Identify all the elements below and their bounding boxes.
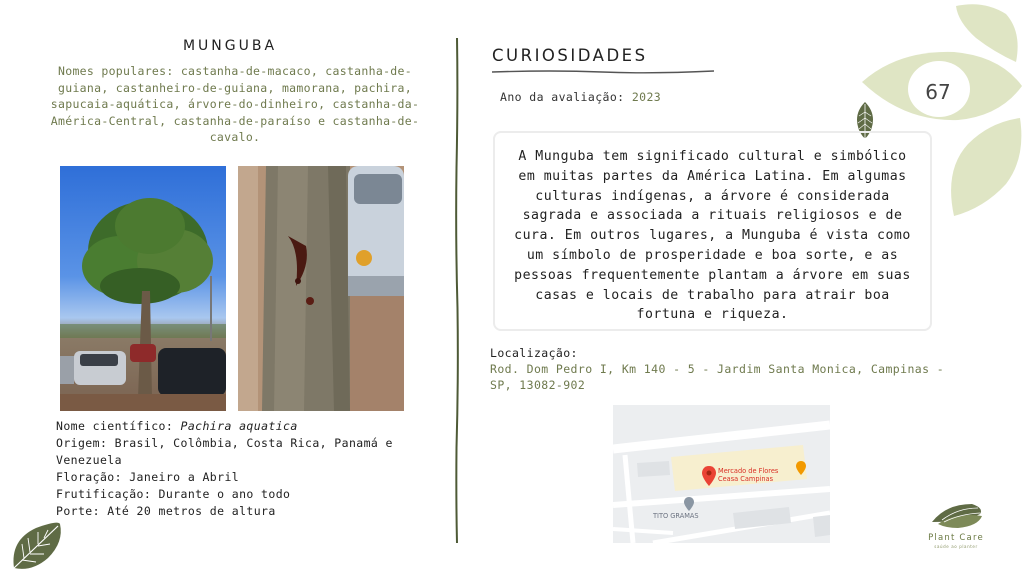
curiosities-title: CURIOSIDADES (492, 46, 648, 65)
flowering: Floração: Janeiro a Abril (56, 470, 240, 484)
plant-title: MUNGUBA (182, 38, 278, 54)
map-place-label: TITO GRAMAS (653, 512, 699, 520)
year-value: 2023 (631, 90, 662, 104)
tree-photo (60, 166, 226, 411)
scientific-name-row (56, 418, 426, 435)
popular-names: Nomes populares: castanha-de-macaco, castanha-de-guiana, castanheiro-de-guiana, mamorana, pachira, sapucaia-aquática, árvore-do-dinheiro, castanha-da-América-Central, castanha-de-paraíso e castanha-de-cavalo. (50, 64, 420, 144)
location-address: Rod. Dom Pedro I, Km 140 - 5 - Jardim Santa Monica, Campinas - SP, 13082-902 (490, 362, 945, 392)
location-label: Localização: (490, 346, 578, 360)
logo-name: Plant Care (928, 533, 984, 543)
plant-care-logo-icon (928, 500, 984, 532)
curiosity-text: A Munguba tem significado cultural e simbólico em muitas partes da América Latina. Em algumas culturas indígenas, a árvore é considerada sagrada e associada a rituais religiosos e de cura. Em outros lugares, a Munguba é vista como um símbolo de prosperidade e boa sorte, e as pessoas frequentemente plantam a árvore em suas casas e locais de trabalho para atrair boa fortuna e riqueza. (514, 149, 911, 323)
page-number: 67 (925, 80, 951, 104)
column-divider (455, 38, 459, 543)
origin: Origem: Brasil, Colômbia, Costa Rica, Panamá e Venezuela (56, 436, 393, 467)
map-pin-label-line2: Ceasa Campinas (718, 475, 774, 483)
scientific-label: Nome científico: (56, 419, 181, 433)
map-pin-icon[interactable] (702, 466, 716, 486)
scientific-name: Pachira aquatica (180, 419, 298, 433)
map-pin-label (718, 467, 778, 483)
year-label: Ano da avaliação: (500, 90, 632, 104)
map-pin-label-line1: Mercado de Flores (718, 467, 779, 475)
poi-marker-icon[interactable] (796, 461, 806, 475)
leaf-decoration-icon (8, 520, 64, 572)
fruiting: Frutificação: Durante o ano todo (56, 487, 291, 501)
grey-pin-icon[interactable] (684, 497, 694, 511)
trunk-photo (238, 166, 404, 411)
evaluation-year (500, 90, 661, 104)
logo-tagline: saúde ao planter (934, 544, 978, 549)
species-details (56, 418, 426, 520)
title-underline (492, 69, 714, 75)
size: Porte: Até 20 metros de altura (56, 504, 276, 518)
location-map[interactable] (613, 405, 830, 543)
